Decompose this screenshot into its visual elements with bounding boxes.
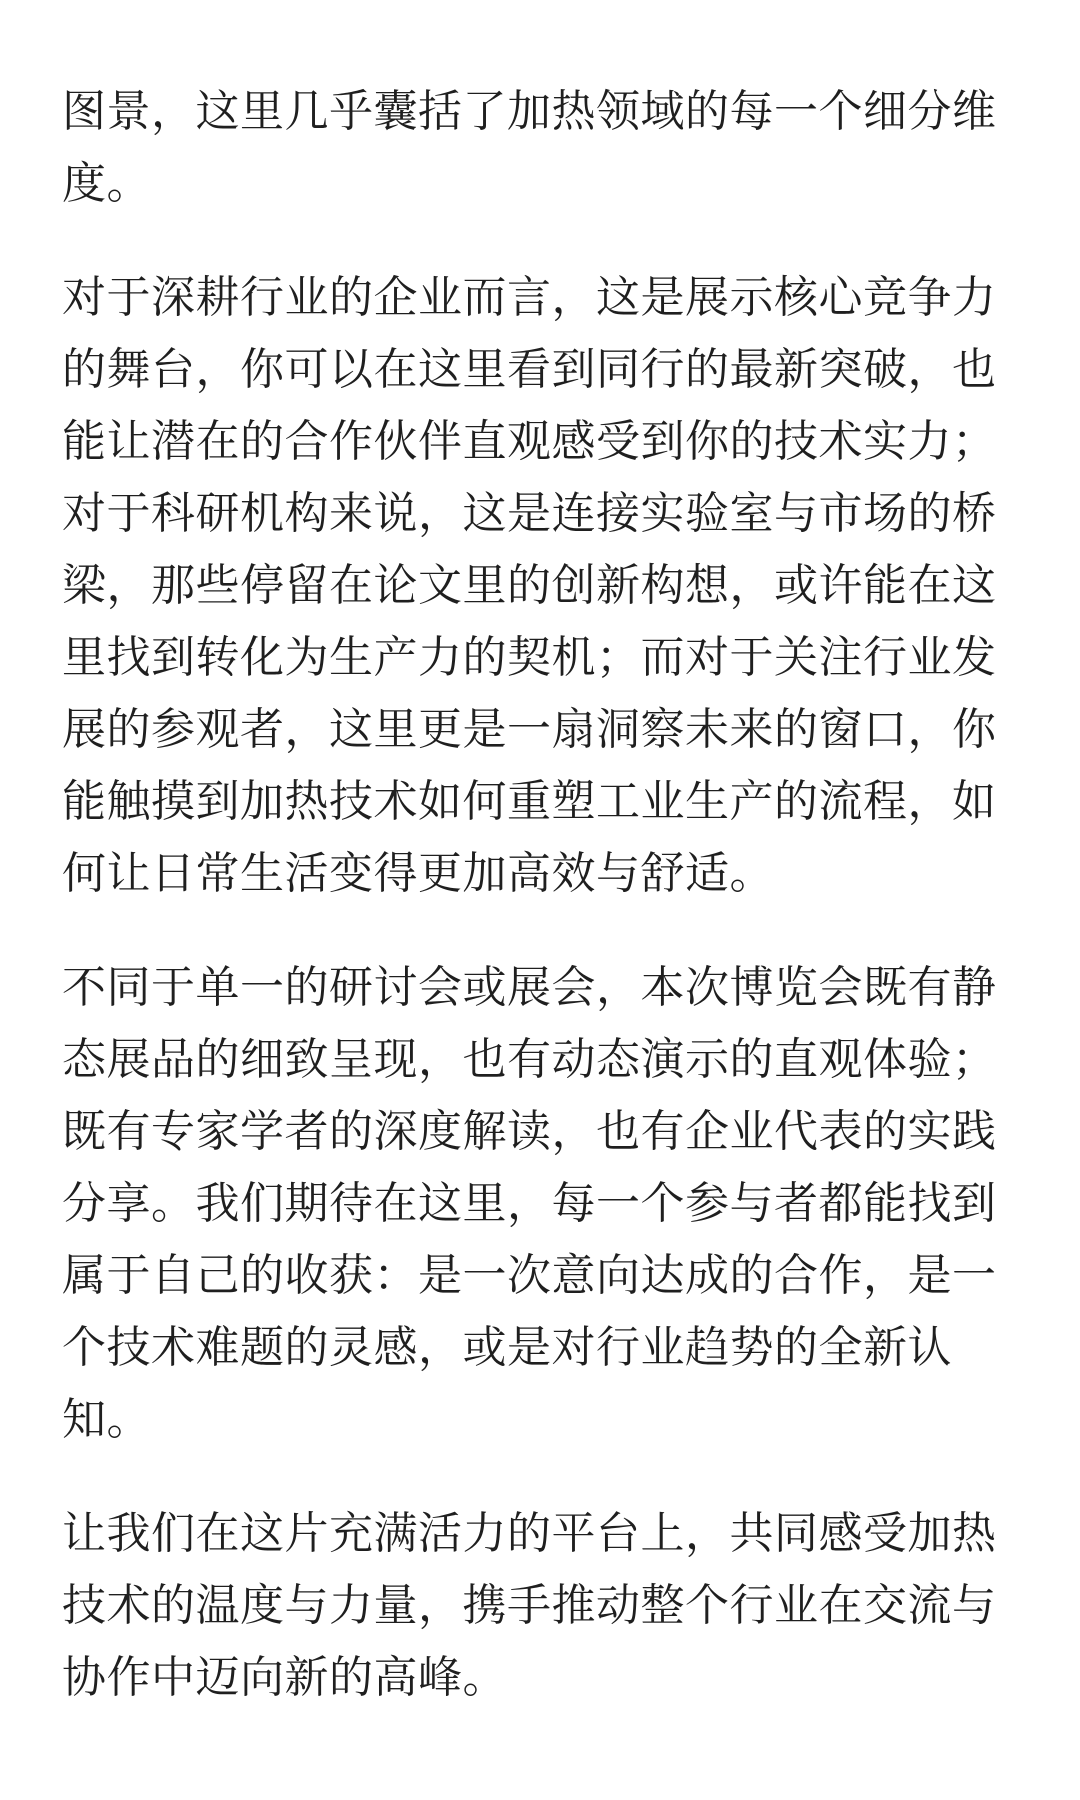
paragraph-2: 对于深耕行业的企业而言，这是展示核心竞争力的舞台，你可以在这里看到同行的最新突破，也能让潜在的合作伙伴直观感受到你的技术实力；对于科研机构来说，这是连接实验室与市场的桥梁，那些停留在论文里的创新构想，或许能在这里找到转化为生产力的契机；而对于关注行业发展的参观者，这里更是一扇洞察未来的窗口，你能触摸到加热技术如何重塑工业生产的流程，如何让日常生活变得更加高效与舒适。: [62, 272, 997, 899]
paragraph-4: 让我们在这片充满活力的平台上，共同感受加热技术的温度与力量，携手推动整个行业在交流与协作中迈向新的高峰。: [62, 1508, 997, 1703]
paragraph-3: 不同于单一的研讨会或展会，本次博览会既有静态展品的细致呈现，也有动态演示的直观体验；既有专家学者的深度解读，也有企业代表的实践分享。我们期待在这里，每一个参与者都能找到属于自己的收获：是一次意向达成的合作，是一个技术难题的灵感，或是对行业趋势的全新认知。: [62, 962, 997, 1445]
paragraph-1: 图景，这里几乎囊括了加热领域的每一个细分维度。: [62, 86, 997, 209]
